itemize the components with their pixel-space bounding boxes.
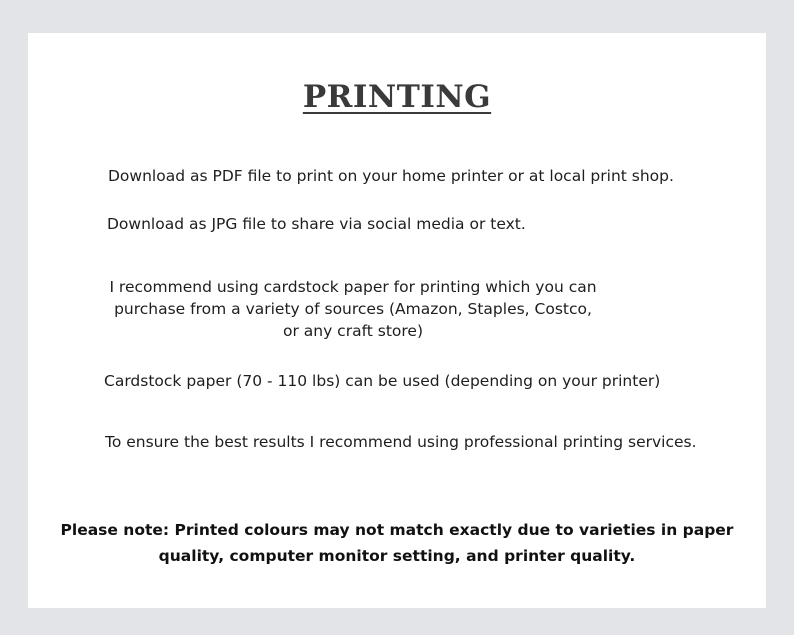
professional-printing-text: To ensure the best results I recommend using professional printing services. bbox=[105, 433, 697, 451]
cardstock-recommendation-line-1: I recommend using cardstock paper for printing which you can bbox=[109, 278, 597, 296]
colour-disclaimer-note: Please note: Printed colours may not match exactly due to varieties in paper quality, computer monitor setting, and printer quality. bbox=[60, 521, 734, 565]
printing-info-card bbox=[28, 33, 766, 608]
jpg-download-text: Download as JPG file to share via social media or text. bbox=[107, 215, 526, 233]
cardstock-recommendation-line-3: or any craft store) bbox=[282, 322, 424, 340]
cardstock-recommendation-line-2: purchase from a variety of sources (Amazon, Staples, Costco, bbox=[114, 300, 592, 318]
cardstock-weight-text: Cardstock paper (70 - 110 lbs) can be used (depending on your printer) bbox=[104, 372, 661, 390]
pdf-download-text: Download as PDF file to print on your home printer or at local print shop. bbox=[108, 167, 674, 185]
page-title: PRINTING bbox=[302, 79, 492, 115]
